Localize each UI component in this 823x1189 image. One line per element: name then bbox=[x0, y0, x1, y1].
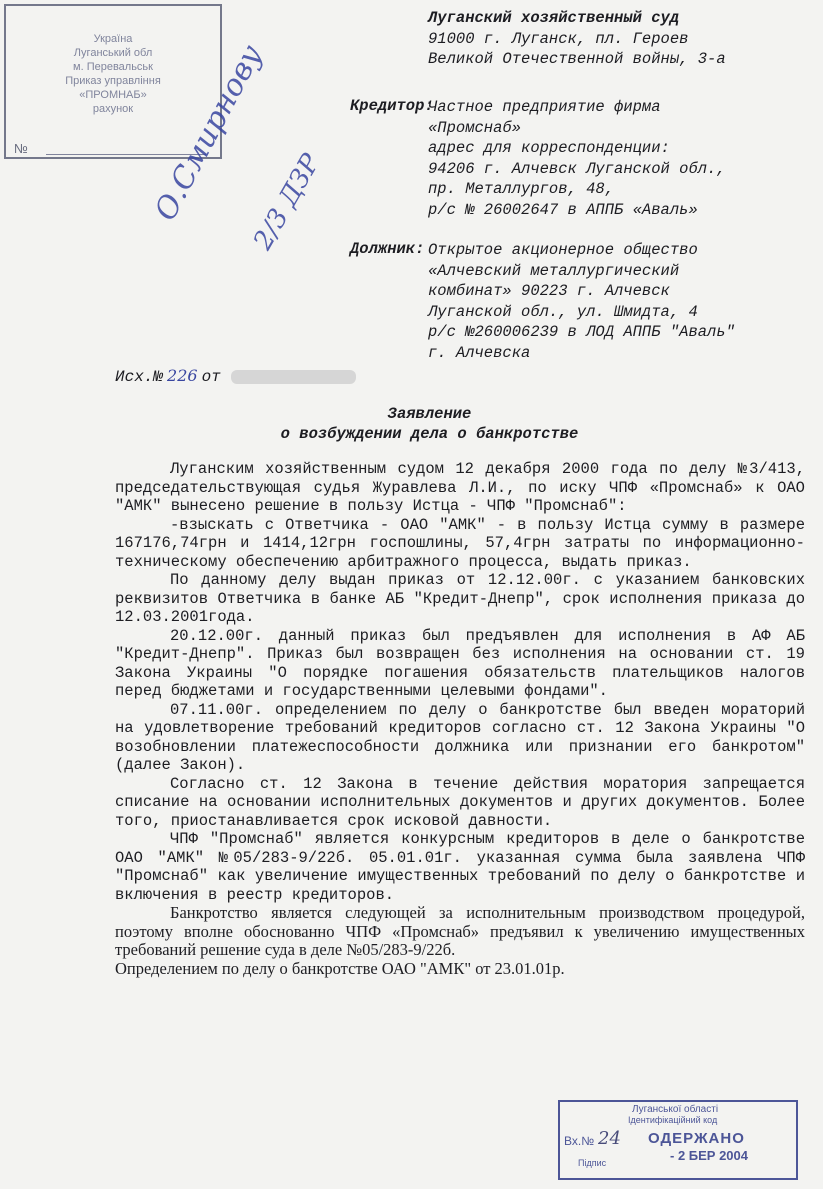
signature-label: Підпис bbox=[578, 1158, 607, 1168]
incoming-number: 24 bbox=[598, 1128, 621, 1149]
creditor-block bbox=[428, 97, 726, 220]
body-last-line: Определением по делу о банкротстве ОАО "АМК" от 23.01.01р. bbox=[115, 958, 565, 978]
document-subtitle: о возбуждении дела о банкротстве bbox=[280, 425, 579, 443]
body-paragraph: Банкротство является следующей за исполнительным производством процедурой, поэтому вполне обоснованно ЧПФ «Промснаб» предъявил к увеличению имущественных требований решение суда в деле №05/283-9/22б. bbox=[115, 903, 805, 959]
reference-prefix: Исх.№ bbox=[115, 368, 164, 386]
incoming-stamp-line: Ідентифікаційний код bbox=[628, 1115, 718, 1125]
body-paragraph: ЧПФ "Промснаб" является конкурсным кредиторов в деле о банкротстве ОАО "АМК" №05/283-9/22б. 05.01.01г. указанная сумма была заявлена ЧПФ "Промснаб" как увеличение имущественных требований по делу о банкротстве и включения в реестр кредиторов. bbox=[115, 830, 805, 904]
debtor-line: Луганской обл., ул. Шмидта, 4 bbox=[428, 302, 698, 321]
stamp-number-label: № bbox=[14, 141, 28, 156]
outgoing-reference bbox=[115, 366, 356, 386]
handwritten-date: 2/3 ДЗР bbox=[248, 149, 327, 255]
stamp-line: Приказ управління bbox=[65, 75, 161, 87]
creditor-line: Частное предприятие фирма bbox=[428, 98, 661, 116]
court-address-line: 91000 г. Луганск, пл. Героев bbox=[428, 29, 689, 48]
court-name: Луганский хозяйственный суд bbox=[428, 9, 680, 27]
reference-date-label: от bbox=[201, 368, 221, 386]
stamp-line: «ПРОМНАБ» bbox=[79, 89, 147, 101]
debtor-block bbox=[428, 240, 735, 363]
creditor-line: адрес для корреспонденции: bbox=[428, 139, 670, 157]
received-label: ОДЕРЖАНО bbox=[648, 1130, 745, 1147]
debtor-line: Открытое акционерное общество bbox=[428, 241, 698, 259]
stamp-line: Україна bbox=[93, 33, 133, 45]
body-paragraph: 07.11.00г. определением по делу о банкротстве был введен мораторий на удовлетворение требований кредиторов согласно ст. 12 Закона Украины "О возобновлении платежеспособности должника или признании его банкротом" (далее Закон). bbox=[115, 700, 805, 774]
debtor-line: р/с №260006239 в ЛОД АППБ "Аваль" bbox=[428, 323, 735, 341]
body-paragraph: -взыскать с Ответчика - ОАО "АМК" - в пользу Истца сумму в размере 167176,74грн и 1414,12грн госпошлины, 57,4грн затраты по информационно-техническому обеспечению арбитражного процесса, выдать приказ. bbox=[115, 515, 805, 571]
court-address-line: Великой Отечественной войны, 3-а bbox=[428, 50, 726, 68]
creditor-line: 94206 г. Алчевск Луганской обл., bbox=[428, 159, 726, 178]
document-body bbox=[115, 460, 805, 978]
debtor-line: комбинат» 90223 г. Алчевск bbox=[428, 282, 670, 300]
incoming-number-label: Вх.№ bbox=[564, 1134, 595, 1148]
body-paragraph: Согласно ст. 12 Закона в течение действия моратория запрещается списание на основании исполнительных документов и других документов. Более того, приостанавливается срок исковой давности. bbox=[115, 774, 805, 830]
stamp-line: м. Перевальськ bbox=[73, 61, 153, 73]
debtor-line: «Алчевский металлургический bbox=[428, 261, 680, 280]
court-block bbox=[428, 8, 726, 70]
redacted-date bbox=[231, 370, 356, 384]
debtor-label: Должник: bbox=[350, 240, 425, 258]
handwritten-resolution: О.Смирнову bbox=[148, 39, 270, 227]
document-title: Заявление bbox=[387, 405, 472, 423]
reference-number: 226 bbox=[167, 366, 198, 385]
incoming-stamp-line: Луганської області bbox=[632, 1104, 719, 1115]
creditor-line: р/с № 26002647 в АППБ «Аваль» bbox=[428, 200, 698, 219]
stamp-line: рахунок bbox=[92, 103, 134, 115]
received-date: - 2 БЕР 2004 bbox=[670, 1148, 748, 1163]
creditor-line: пр. Металлургов, 48, bbox=[428, 180, 615, 198]
incoming-stamp bbox=[558, 1100, 798, 1180]
body-paragraph: 20.12.00г. данный приказ был предъявлен для исполнения в АФ АБ "Кредит-Днепр". Приказ был возвращен без исполнения на основании ст. 19 Закона Украины "О порядке погашения обязательств плательщиков налогов перед бюджетами и государственными целевыми фондами". bbox=[115, 626, 805, 700]
creditor-line: «Промснаб» bbox=[428, 118, 522, 137]
body-paragraph: По данному делу выдан приказ от 12.12.00г. с указанием банковских реквизитов Ответчика в банке АБ "Кредит-Днепр", срок исполнения приказа до 12.03.2001года. bbox=[115, 571, 805, 626]
stamp-line: Луганський обл bbox=[73, 47, 153, 59]
creditor-label: Кредитор: bbox=[350, 97, 434, 115]
debtor-line: г. Алчевска bbox=[428, 343, 531, 362]
body-paragraph: Луганским хозяйственным судом 12 декабря 2000 года по делу №3/413, председательствующая судья Журавлева Л.И., по иску ЧПФ «Промснаб» к ОАО "АМК" вынесено решение в пользу Истца - ЧПФ "Промснаб": bbox=[115, 460, 805, 515]
